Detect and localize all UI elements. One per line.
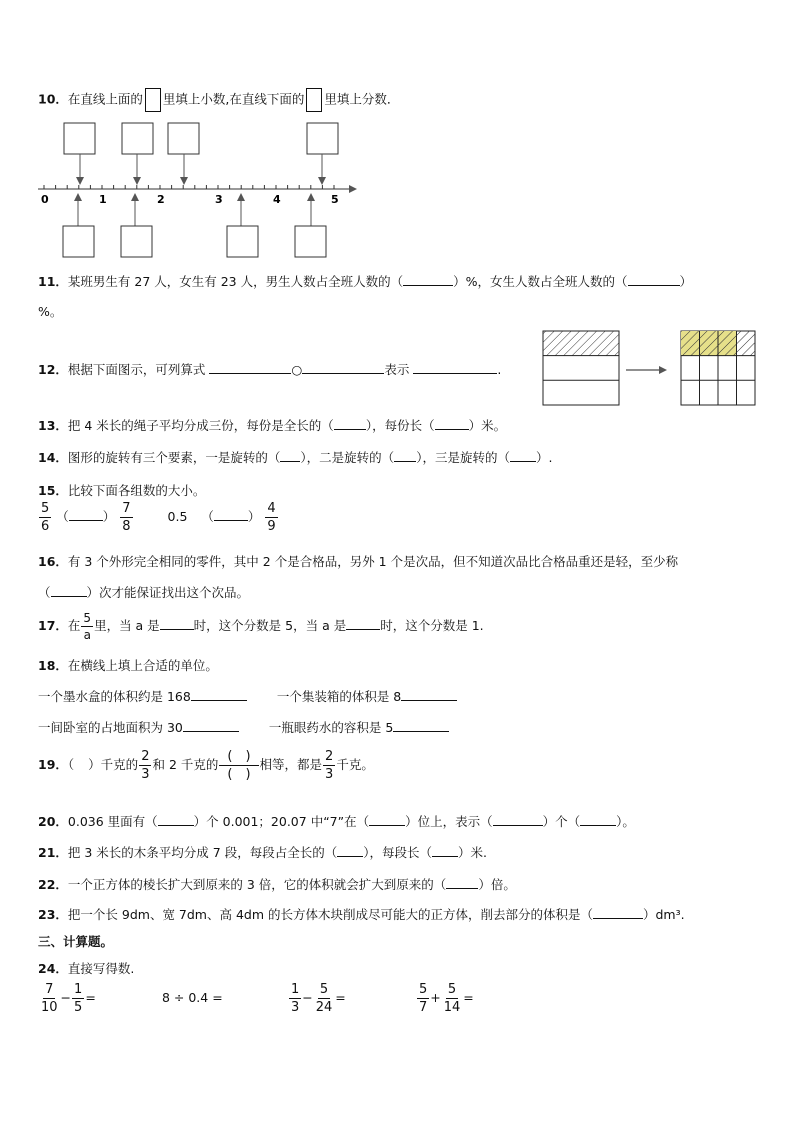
tick-label: 5 [331, 193, 339, 206]
fraction: $\frac{4}{9}$ [267, 501, 276, 534]
answer-box-top[interactable] [168, 123, 199, 154]
answer-blank[interactable] [337, 844, 363, 857]
answer-box-top[interactable] [122, 123, 153, 154]
fraction: $\frac{1}{3}$ [290, 982, 300, 1015]
answer-blank[interactable] [302, 361, 384, 374]
q14-prompt: 14．图形的旋转有三个要素，一是旋转的（ ），二是旋转的（ ），三是旋转的（ ）. [38, 450, 553, 465]
q20-prompt: 20．0.036 里面有（ ）个 0.001；20.07 中“7”在（ ）位上，表示（ ）个（ ）。 [38, 814, 635, 829]
fraction: $\frac{5}{14}$ [443, 982, 461, 1015]
blank-fraction[interactable]: $\frac{( )}{( )}$ [219, 750, 258, 781]
expression-3: $\frac{1}{3}$ − $\frac{5}{24}$ = [290, 982, 346, 1015]
fraction: $\frac{2}{3}$ [141, 749, 150, 782]
q19-prompt: 19．（ ）千克的 $\frac{2}{3}$ 和 2 千克的 $\frac{( )}{( )}$ 相等，都是 $\frac{2}{3}$ 千克。 [38, 749, 374, 782]
answer-blank[interactable] [191, 688, 247, 701]
tick-label: 3 [215, 193, 223, 206]
answer-blank[interactable] [369, 813, 405, 826]
answer-blank[interactable] [51, 584, 87, 597]
q15-comparisons: $\frac{5}{6}$ （ ） $\frac{7}{8}$ 0.5 （ ） $\frac{4}{9}$ [41, 501, 276, 534]
answer-blank[interactable] [394, 449, 416, 462]
q13-prompt: 13．把 4 米长的绳子平均分成三份，每份是全长的（ ），每份长（ ）米。 [38, 418, 507, 433]
q12-prompt: 12．根据下面图示，可列算式 ○ 表示 . [38, 362, 502, 377]
q18-prompt: 18．在横线上填上合适的单位。 [38, 658, 218, 673]
answer-blank[interactable] [432, 844, 458, 857]
answer-blank[interactable] [158, 813, 194, 826]
q10-prompt: 10．在直线上面的 里填上小数,在直线下面的 里填上分数． [38, 88, 399, 112]
answer-blank[interactable] [510, 449, 536, 462]
q11-prompt: 11．某班男生有 27 人，女生有 23 人，男生人数占全班人数的（ ）%，女生人数占全班人数的（ ） [38, 274, 693, 289]
answer-blank[interactable] [435, 417, 469, 430]
number-line-diagram [30, 118, 370, 260]
answer-blank[interactable] [493, 813, 543, 826]
q16-continuation: （ ）次才能保证找出这个次品。 [38, 585, 250, 600]
answer-box-bottom[interactable] [63, 226, 94, 257]
expression-1: $\frac{7}{10}$ − $\frac{1}{5}$ = [41, 982, 96, 1015]
answer-blank[interactable] [446, 876, 478, 889]
q18-row2: 一间卧室的占地面积为 30 一瓶眼药水的容积是 5 [38, 718, 449, 736]
q23-prompt: 23．把一个长 9dm、宽 7dm、高 4dm 的长方体木块削成尽可能大的正方体，削去部分的体积是（ ）dm³. [38, 907, 685, 922]
answer-blank[interactable] [403, 273, 453, 286]
answer-blank[interactable] [593, 906, 643, 919]
expression-4: $\frac{5}{7}$ + $\frac{5}{14}$ = [418, 982, 474, 1015]
tick-label: 0 [41, 193, 49, 206]
answer-blank[interactable] [401, 688, 457, 701]
answer-blank[interactable] [160, 617, 194, 630]
ticks [44, 185, 334, 189]
answer-blank[interactable] [280, 449, 300, 462]
answer-blank[interactable] [69, 508, 103, 521]
fraction-diagram [540, 328, 760, 410]
answer-box-bottom[interactable] [121, 226, 152, 257]
answer-blank[interactable] [413, 361, 497, 374]
answer-box-bottom[interactable] [295, 226, 326, 257]
fraction: $\frac{5}{24}$ [315, 982, 333, 1015]
fraction: $\frac{7}{10}$ [41, 982, 58, 1015]
answer-box [145, 88, 161, 112]
answer-blank[interactable] [209, 361, 291, 374]
answer-box [306, 88, 322, 112]
fraction: $\frac{2}{3}$ [325, 749, 334, 782]
fraction: $\frac{5}{6}$ [41, 501, 50, 534]
q18-row1: 一个墨水盒的体积约是 168 一个集装箱的体积是 8 [38, 687, 457, 705]
answer-box-bottom[interactable] [227, 226, 258, 257]
answer-blank[interactable] [334, 417, 366, 430]
fraction: $\frac{5}{7}$ [418, 982, 428, 1015]
fraction: $\frac{7}{8}$ [122, 501, 131, 534]
tick-label: 2 [157, 193, 165, 206]
section-heading: 三、计算题。 [38, 934, 114, 949]
answer-box-top[interactable] [307, 123, 338, 154]
fraction: $\frac{5}{a}$ [83, 611, 92, 642]
q11-continuation: %。 [38, 304, 63, 319]
fraction: $\frac{1}{5}$ [74, 982, 83, 1015]
q21-prompt: 21．把 3 米长的木条平均分成 7 段，每段占全长的（ ），每段长（ ）米. [38, 845, 487, 860]
q15-prompt: 15．比较下面各组数的大小。 [38, 483, 206, 498]
q24-expressions [38, 983, 474, 1014]
answer-blank[interactable] [214, 508, 248, 521]
tick-label: 1 [99, 193, 107, 206]
answer-blank[interactable] [628, 273, 680, 286]
answer-box-top[interactable] [64, 123, 95, 154]
q22-prompt: 22．一个正方体的棱长扩大到原来的 3 倍，它的体积就会扩大到原来的（ ）倍。 [38, 877, 516, 892]
answer-blank[interactable] [346, 617, 380, 630]
q16-prompt: 16．有 3 个外形完全相同的零件，其中 2 个是合格品，另外 1 个是次品，但不知道次品比合格品重还是轻，至少称 [38, 554, 679, 569]
expression-2: 8 ÷ 0.4 = [161, 990, 223, 1005]
answer-blank[interactable] [183, 719, 239, 732]
answer-blank[interactable] [393, 719, 449, 732]
tick-label: 4 [273, 193, 281, 206]
answer-blank[interactable] [580, 813, 616, 826]
q24-prompt: 24．直接写得数. [38, 961, 135, 976]
q17-prompt: 17．在 $\frac{5}{a}$ 里，当 a 是 时，这个分数是 5，当 a 是 时，这个分数是 1. [38, 611, 484, 642]
